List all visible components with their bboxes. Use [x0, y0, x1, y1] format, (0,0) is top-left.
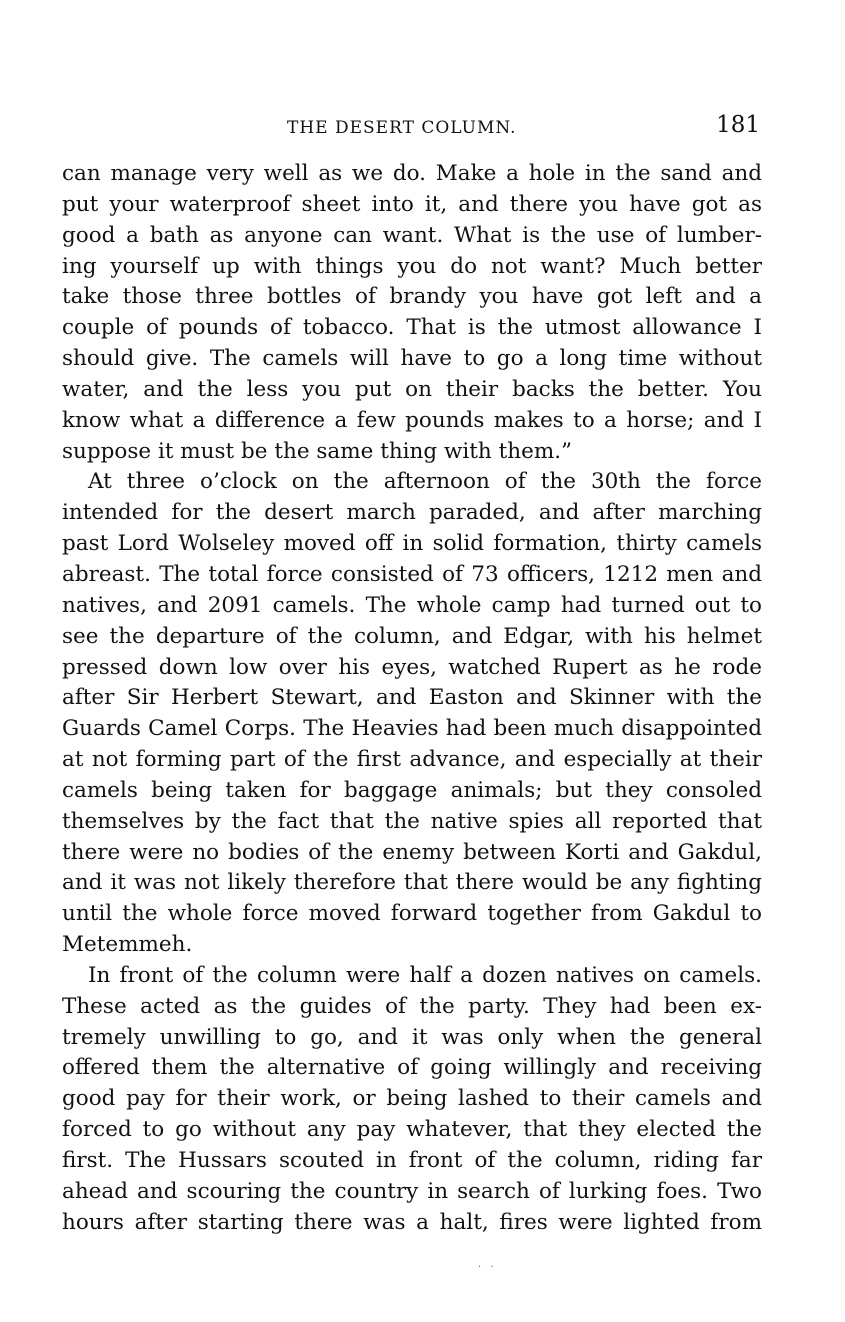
text-line: at not forming part of the first advance, and especially at their — [62, 747, 762, 773]
text-line: natives, and 2091 camels. The whole camp had turned out to — [62, 592, 762, 618]
text-line: These acted as the guides of the party. They had been ex- — [62, 993, 762, 1019]
text-line: forced to go without any pay whatever, that they elected the — [62, 1117, 762, 1143]
text-line: offered them the alternative of going willingly and receiving — [62, 1055, 762, 1081]
text-line: ing yourself up with things you do not want? Much better — [62, 253, 762, 279]
text-line: first. The Hussars scouted in front of the column, riding far — [62, 1148, 762, 1173]
text-line: there were no bodies of the enemy between Korti and Gakdul, — [62, 839, 762, 865]
text-line: abreast. The total force consisted of 73 officers, 1212 men and — [62, 561, 762, 587]
text-line: good pay for their work, or being lashed to their camels and — [62, 1086, 762, 1112]
text-line: and it was not likely therefore that there would be any fighting — [62, 870, 762, 896]
text-line: tremely unwilling to go, and it was only when the general — [62, 1024, 762, 1050]
text-line: after Sir Herbert Stewart, and Easton and Skinner with the — [62, 685, 762, 711]
text-line: know what a difference a few pounds makes to a horse; and I — [62, 407, 762, 433]
text-line: camels being taken for baggage animals; but they consoled — [62, 777, 762, 803]
text-line: take those three bottles of brandy you have got left and a — [62, 284, 762, 310]
text-line: until the whole force moved forward together from Gakdul to — [62, 901, 762, 927]
text-line: should give. The camels will have to go a long time without — [62, 346, 762, 372]
text-line: themselves by the fact that the native spies all reported that — [62, 808, 762, 834]
page-number: 181 — [716, 112, 760, 138]
paragraph-start-line: At three o’clock on the afternoon of the 30th the force — [88, 469, 762, 495]
text-line: see the departure of the column, and Edgar, with his helmet — [62, 623, 762, 649]
text-line: Metemmeh. — [62, 932, 193, 958]
text-line: intended for the desert march paraded, and after marching — [62, 500, 762, 526]
text-line: water, and the less you put on their backs the better. You — [62, 376, 762, 402]
text-line: pressed down low over his eyes, watched Rupert as he rode — [62, 654, 762, 680]
running-head — [62, 110, 762, 142]
body-text — [62, 159, 762, 1239]
running-title: THE DESERT COLUMN. — [287, 118, 517, 138]
text-line: suppose it must be the same thing with them.” — [62, 438, 573, 464]
text-line: couple of pounds of tobacco. That is the utmost allowance I — [62, 315, 762, 341]
text-line: can manage very well as we do. Make a hole in the sand and — [62, 161, 762, 186]
footer-mark: · · — [478, 1262, 497, 1273]
text-line: hours after starting there was a halt, fires were lighted from — [62, 1209, 762, 1235]
text-line: Guards Camel Corps. The Heavies had been much disappointed — [62, 716, 762, 742]
text-line: good a bath as anyone can want. What is the use of lumber- — [62, 222, 762, 248]
paragraph-start-line: In front of the column were half a dozen natives on camels. — [88, 962, 762, 988]
text-line: past Lord Wolseley moved off in solid formation, thirty camels — [62, 531, 762, 557]
text-line: ahead and scouring the country in search of lurking foes. Two — [62, 1178, 762, 1204]
text-line: put your waterproof sheet into it, and there you have got as — [62, 191, 762, 217]
